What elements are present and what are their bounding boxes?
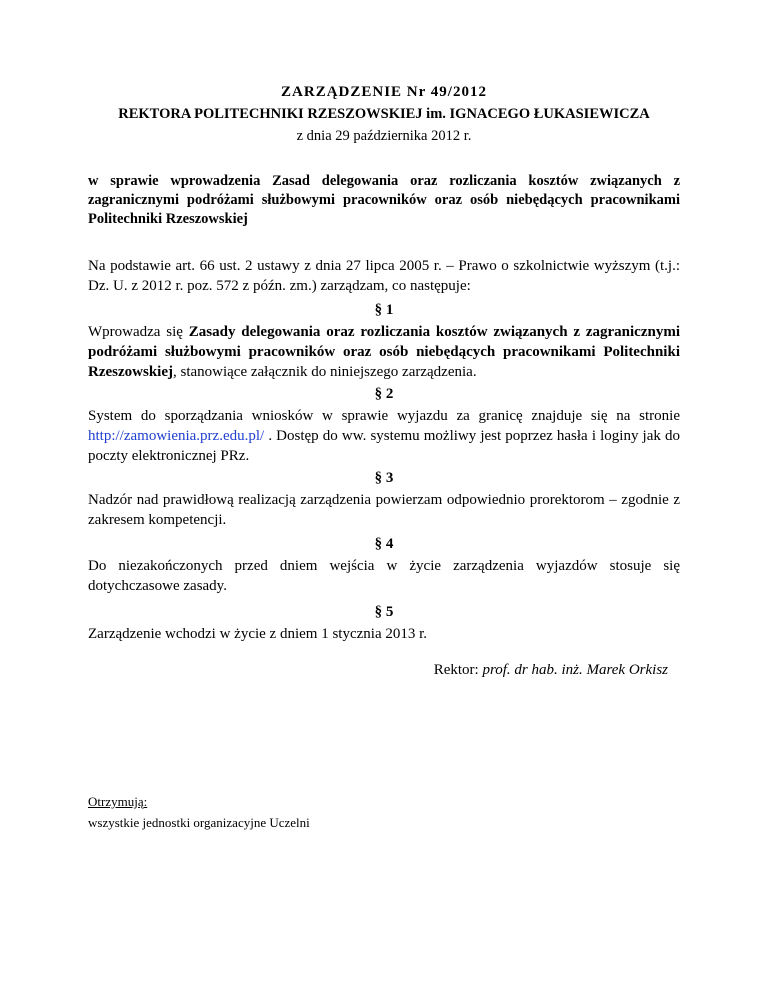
section-3-paragraph: Nadzór nad prawidłową realizacją zarządzenia powierzam odpowiednio prorektorom – zgodnie z zakresem kompetencji. [88, 492, 680, 528]
section-5-mark: § 5 [374, 604, 394, 620]
section-3-mark: § 3 [374, 470, 394, 486]
section-2-text-before: System do sporządzania wniosków w sprawie wyjazdu za granicę znajduje się na stronie [88, 408, 680, 424]
recipients-text: wszystkie jednostki organizacyjne Uczelni [88, 815, 310, 830]
section-2-mark: § 2 [374, 386, 394, 402]
document-page [88, 0, 680, 994]
section-4-mark: § 4 [374, 536, 394, 552]
section-4-paragraph: Do niezakończonych przed dniem wejścia w życie zarządzenia wyjazdów stosuje się dotychczasowe zasady. [88, 558, 680, 594]
section-2-text-after: . Dostęp do ww. systemu możliwy jest poprzez hasła i loginy jak do poczty elektronicznej PRz. [88, 428, 680, 464]
section-1-paragraph [88, 322, 680, 382]
section-1-mark: § 1 [374, 302, 394, 318]
document-title: ZARZĄDZENIE Nr 49/2012 [281, 84, 487, 100]
recipients-label: Otrzymują: [88, 794, 148, 809]
section-5-paragraph: Zarządzenie wchodzi w życie z dniem 1 stycznia 2013 r. [88, 626, 428, 642]
section-2-paragraph [88, 406, 680, 466]
section-1-text-after: , stanowiące załącznik do niniejszego zarządzenia. [172, 364, 477, 380]
signature-name: prof. dr hab. inż. Marek Orkisz [482, 662, 668, 678]
system-link[interactable]: http://zamowienia.prz.edu.pl/ [88, 428, 265, 444]
document-issuer: REKTORA POLITECHNIKI RZESZOWSKIEJ im. IGNACEGO ŁUKASIEWICZA [118, 106, 650, 122]
section-1-text-bold: Zasady delegowania oraz rozliczania kosztów związanych z zagranicznymi podróżami służbowymi pracowników oraz osób niebędących pracownikami Politechniki Rzeszowskiej [88, 324, 680, 380]
section-1-text-before: Wprowadza się [88, 324, 189, 340]
signature [88, 662, 668, 679]
preamble-paragraph: Na podstawie art. 66 ust. 2 ustawy z dnia 27 lipca 2005 r. – Prawo o szkolnictwie wyższym (t.j.: Dz. U. z 2012 r. poz. 572 z późn. zm.) zarządzam, co następuje: [88, 258, 680, 294]
signature-label: Rektor: [433, 662, 483, 678]
document-date: z dnia 29 października 2012 r. [296, 128, 472, 144]
document-subject: w sprawie wprowadzenia Zasad delegowania oraz rozliczania kosztów związanych z zagranicznymi podróżami służbowymi pracowników oraz osób niebędących pracownikami Politechniki Rzeszowskiej [88, 173, 680, 227]
